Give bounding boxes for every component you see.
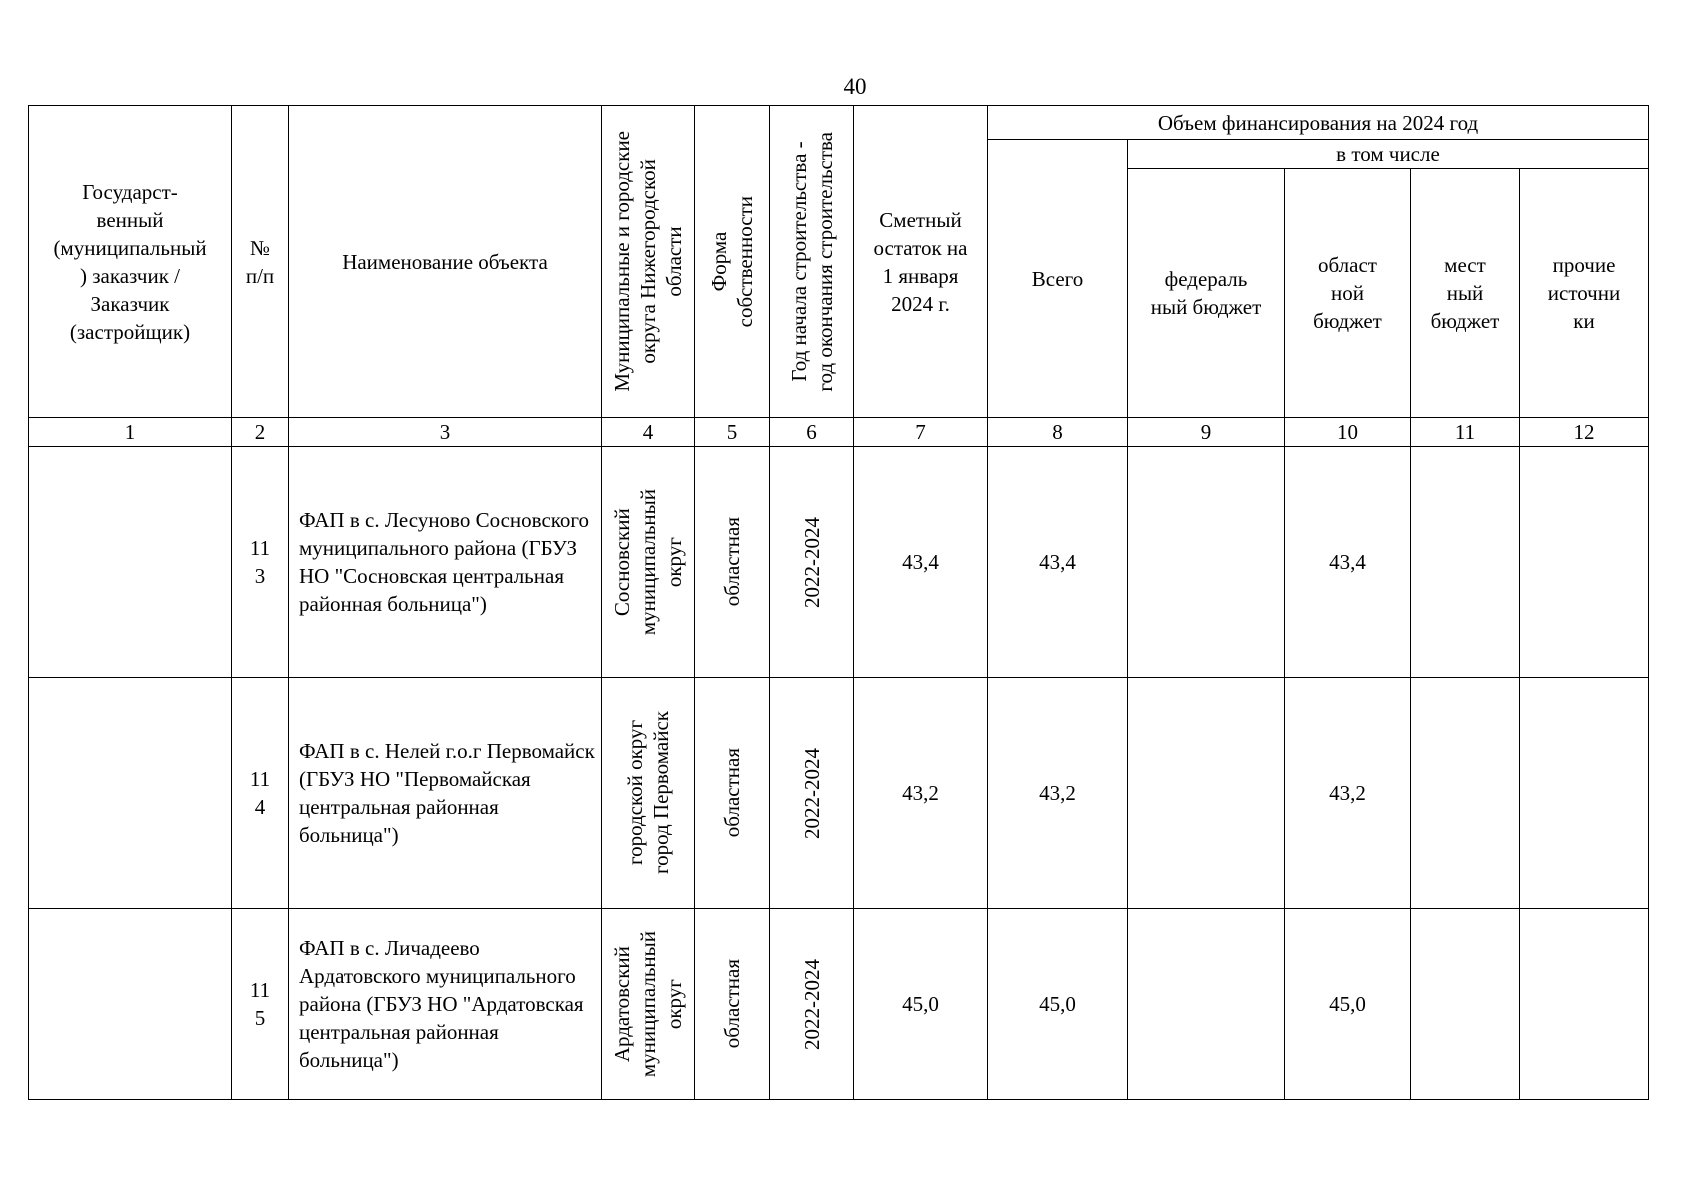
row-ownership [695,909,770,1100]
row-number: 11 3 [232,447,289,678]
header-regional: област ной бюджет [1285,169,1411,418]
header-ownership [695,106,770,418]
header-customer: Государст- венный (муниципальный ) заказчик / Заказчик (застройщик) [29,106,232,418]
column-number: 9 [1128,418,1285,447]
table-row [29,909,1649,1100]
row-local [1411,447,1520,678]
column-number: 11 [1411,418,1520,447]
row-object-name: ФАП в с. Нелей г.о.г Первомайск (ГБУЗ НО "Первомайская центральная районная больница") [289,678,602,909]
column-numbers-row [29,418,1649,447]
row-other [1520,909,1649,1100]
column-number: 10 [1285,418,1411,447]
header-years [770,106,854,418]
column-number: 8 [988,418,1128,447]
page-number: 40 [843,74,867,99]
row-ownership-text: областная [720,959,744,1049]
column-number: 4 [602,418,695,447]
header-estimate-balance: Сметный остаток на 1 января 2024 г. [854,106,988,418]
row-total: 43,4 [988,447,1128,678]
row-years [770,678,854,909]
row-years-text: 2022-2024 [799,747,824,839]
row-customer [29,909,232,1100]
header-other: прочие источни ки [1520,169,1649,418]
row-ownership-text: областная [720,517,744,607]
header-local: мест ный бюджет [1411,169,1520,418]
column-number: 7 [854,418,988,447]
row-municipality [602,447,695,678]
row-years [770,909,854,1100]
row-customer [29,678,232,909]
row-other [1520,447,1649,678]
row-federal [1128,447,1285,678]
row-ownership [695,447,770,678]
column-number: 1 [29,418,232,447]
investment-table [28,105,1649,1100]
column-number: 3 [289,418,602,447]
row-customer [29,447,232,678]
row-estimate-balance: 45,0 [854,909,988,1100]
row-federal [1128,909,1285,1100]
row-ownership [695,678,770,909]
row-local [1411,909,1520,1100]
row-object-name: ФАП в с. Лесуново Сосновского муниципального района (ГБУЗ НО "Сосновская центральная районная больница") [289,447,602,678]
header-ownership-text: Форма собственности [707,195,757,328]
row-municipality-text: Ардатовский муниципальный округ [610,930,686,1078]
row-municipality [602,909,695,1100]
row-ownership-text: областная [720,748,744,838]
row-years-text: 2022-2024 [799,958,824,1050]
header-funding-volume: Объем финансирования на 2024 год [988,106,1649,140]
header-number: № п/п [232,106,289,418]
row-local [1411,678,1520,909]
row-estimate-balance: 43,4 [854,447,988,678]
row-estimate-balance: 43,2 [854,678,988,909]
row-federal [1128,678,1285,909]
row-object-name: ФАП в с. Личадеево Ардатовского муниципального района (ГБУЗ НО "Ардатовская центральная районная больница") [289,909,602,1100]
header-including: в том числе [1128,140,1649,169]
header-object-name: Наименование объекта [289,106,602,418]
table-row [29,447,1649,678]
row-total: 45,0 [988,909,1128,1100]
row-regional: 43,2 [1285,678,1411,909]
row-total: 43,2 [988,678,1128,909]
header-federal: федераль ный бюджет [1128,169,1285,418]
column-number: 6 [770,418,854,447]
row-regional: 45,0 [1285,909,1411,1100]
row-number: 11 5 [232,909,289,1100]
column-number: 12 [1520,418,1649,447]
header-total: Всего [988,140,1128,418]
column-number: 5 [695,418,770,447]
table-row [29,678,1649,909]
header-years-text: Год начала строительства - год окончания строительства [786,131,837,392]
row-municipality-text: Сосновский муниципальный округ [610,488,686,636]
row-municipality-text: городской округ город Первомайск [623,711,673,875]
row-years [770,447,854,678]
row-other [1520,678,1649,909]
row-regional: 43,4 [1285,447,1411,678]
row-municipality [602,678,695,909]
header-municipality [602,106,695,418]
row-years-text: 2022-2024 [799,516,824,608]
header-municipality-text: Муниципальные и городские округа Нижегородской области [610,131,686,392]
row-number: 11 4 [232,678,289,909]
column-number: 2 [232,418,289,447]
